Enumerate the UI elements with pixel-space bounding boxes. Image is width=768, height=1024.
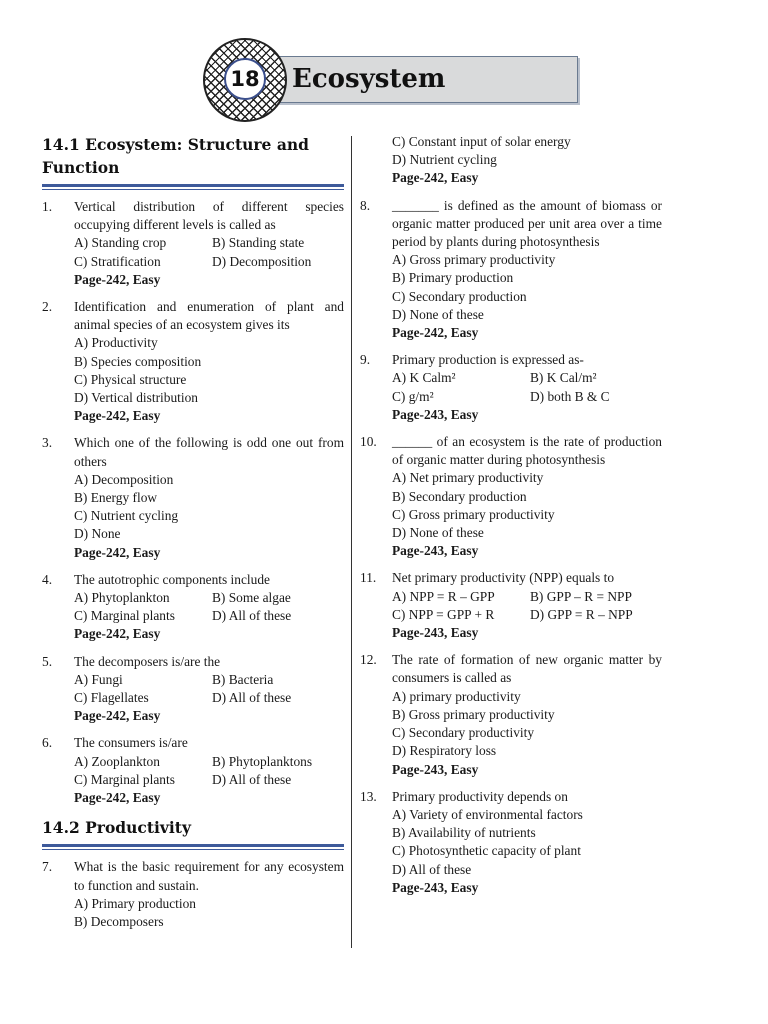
question-number: 12. <box>360 652 377 668</box>
option-a: A) Primary production <box>74 895 196 911</box>
option-c: C) Secondary production <box>392 288 527 304</box>
option-a: A) Gross primary productivity <box>392 252 556 268</box>
question-text: Primary productivity depends on <box>392 788 568 804</box>
option-d: D) Decomposition <box>212 253 312 269</box>
option-a: A) Standing crop <box>74 235 167 251</box>
option-a: A) primary productivity <box>392 688 521 704</box>
option-c: C) Flagellates <box>74 690 149 706</box>
page-reference: Page-243, Easy <box>392 625 479 641</box>
section-title: 14.1 Ecosystem: Structure and Function <box>42 135 309 177</box>
option-b: B) Decomposers <box>74 913 164 929</box>
option-c: C) Gross primary productivity <box>392 506 555 522</box>
option-c: C) Stratification <box>74 253 161 269</box>
question <box>42 653 344 726</box>
question <box>42 571 344 644</box>
option-a: A) Net primary productivity <box>392 470 544 486</box>
question-number: 4. <box>42 571 53 587</box>
option-c: C) g/m² <box>392 388 434 404</box>
question <box>360 197 662 343</box>
option-b: B) K Cal/m² <box>530 370 597 386</box>
question-text: Primary production is expressed as- <box>392 352 584 368</box>
option-a: A) Variety of environmental factors <box>392 806 583 822</box>
option-b: B) Phytoplanktons <box>212 753 313 769</box>
question-text: The rate of formation of new organic matter by consumers is called as <box>392 652 662 686</box>
question-text: Identification and enumeration of plant and animal species of an ecosystem gives its <box>74 299 344 333</box>
section-rule <box>42 184 344 190</box>
option-b: B) Bacteria <box>212 671 274 687</box>
page-reference: Page-242, Easy <box>74 408 161 424</box>
question <box>42 858 344 931</box>
option-b: B) Standing state <box>212 235 305 251</box>
page-reference: Page-243, Easy <box>392 543 479 559</box>
question <box>360 651 662 778</box>
question-text: The autotrophic components include <box>74 571 270 587</box>
question-text: The decomposers is/are the <box>74 653 221 669</box>
question <box>360 433 662 560</box>
option-a: A) Productivity <box>74 335 158 351</box>
question-text: _______ is defined as the amount of biomass or organic matter produced per unit area over a time period by plants during photosynthesis <box>392 197 662 250</box>
column-divider <box>351 136 352 948</box>
chapter-number: 18 <box>224 58 266 100</box>
page-reference: Page-243, Easy <box>392 879 479 895</box>
option-d: D) None <box>74 526 121 542</box>
question-text: Net primary productivity (NPP) equals to <box>392 570 615 586</box>
option-b: B) Some algae <box>212 590 291 606</box>
option-b: B) Gross primary productivity <box>392 706 555 722</box>
option-b: B) Availability of nutrients <box>392 825 536 841</box>
option-a: A) Fungi <box>74 671 123 687</box>
page-reference: Page-242, Easy <box>74 271 161 287</box>
option-c: C) Photosynthetic capacity of plant <box>392 843 581 859</box>
question-number: 1. <box>42 199 53 214</box>
option-d: D) None of these <box>392 306 484 322</box>
page-reference: Page-242, Easy <box>392 325 479 341</box>
question <box>42 434 344 561</box>
option-d: D) both B & C <box>530 388 610 404</box>
page-reference: Page-243, Easy <box>392 406 479 422</box>
chapter-title: Ecosystem <box>292 64 446 94</box>
option-b: B) Secondary production <box>392 488 527 504</box>
question-text: Which one of the following is odd one out from others <box>74 435 344 469</box>
question-number: 6. <box>42 735 53 751</box>
option-c: C) Marginal plants <box>74 771 175 787</box>
question-text: ______ of an ecosystem is the rate of production of organic matter during photosynthesis <box>392 434 662 468</box>
option-d: D) All of these <box>212 690 292 706</box>
question-text: What is the basic requirement for any ecosystem to function and sustain. <box>74 859 344 893</box>
option-a: A) NPP = R – GPP <box>392 588 495 604</box>
question <box>42 298 344 425</box>
question-number: 8. <box>360 197 371 213</box>
question-number: 5. <box>42 653 53 669</box>
question-number: 7. <box>42 859 53 875</box>
right-column <box>360 133 662 906</box>
question <box>42 734 344 807</box>
question-number: 13. <box>360 788 377 804</box>
question <box>360 788 662 897</box>
question-number: 9. <box>360 352 371 368</box>
page-reference: Page-242, Easy <box>74 544 161 560</box>
chapter-header <box>0 0 768 120</box>
option-c: C) Physical structure <box>74 371 187 387</box>
question <box>360 569 662 642</box>
option-b: B) Energy flow <box>74 490 158 506</box>
left-column <box>42 133 344 940</box>
option-d: D) All of these <box>392 861 472 877</box>
question <box>360 351 662 424</box>
option-b: B) Primary production <box>392 270 514 286</box>
page-reference: Page-242, Easy <box>74 790 161 806</box>
option-d: D) Vertical distribution <box>74 390 198 406</box>
option-a: A) Phytoplankton <box>74 590 170 606</box>
option-d: D) None of these <box>392 525 484 541</box>
page-reference: Page-242, Easy <box>74 626 161 642</box>
option-d: D) GPP = R – NPP <box>530 606 633 622</box>
option-a: A) K Calm² <box>392 370 456 386</box>
option-d: D) All of these <box>212 771 292 787</box>
question-number: 11. <box>360 570 377 586</box>
option-c: C) Nutrient cycling <box>74 508 179 524</box>
option-c: C) Marginal plants <box>74 608 175 624</box>
option-b: B) Species composition <box>74 353 202 369</box>
question-text: The consumers is/are <box>74 735 188 751</box>
option-c: C) NPP = GPP + R <box>392 606 495 622</box>
option-d: D) Nutrient cycling <box>392 152 497 168</box>
page-reference: Page-242, Easy <box>74 708 161 724</box>
question-number: 2. <box>42 299 53 315</box>
page-reference: Page-242, Easy <box>392 170 479 186</box>
question-number: 10. <box>360 434 377 450</box>
option-a: A) Decomposition <box>74 471 174 487</box>
option-d: D) All of these <box>212 608 292 624</box>
option-b: B) GPP – R = NPP <box>530 588 632 604</box>
option-c: C) Constant input of solar energy <box>392 134 571 149</box>
question-number: 3. <box>42 435 53 451</box>
option-a: A) Zooplankton <box>74 753 160 769</box>
option-d: D) Respiratory loss <box>392 743 497 759</box>
page-reference: Page-243, Easy <box>392 761 479 777</box>
option-c: C) Secondary productivity <box>392 725 535 741</box>
section-title: 14.2 Productivity <box>42 818 191 838</box>
question <box>42 198 344 289</box>
question-text: Vertical distribution of different species occupying different levels is called as <box>74 199 344 233</box>
section-rule <box>42 844 344 850</box>
question-continued <box>360 133 662 188</box>
